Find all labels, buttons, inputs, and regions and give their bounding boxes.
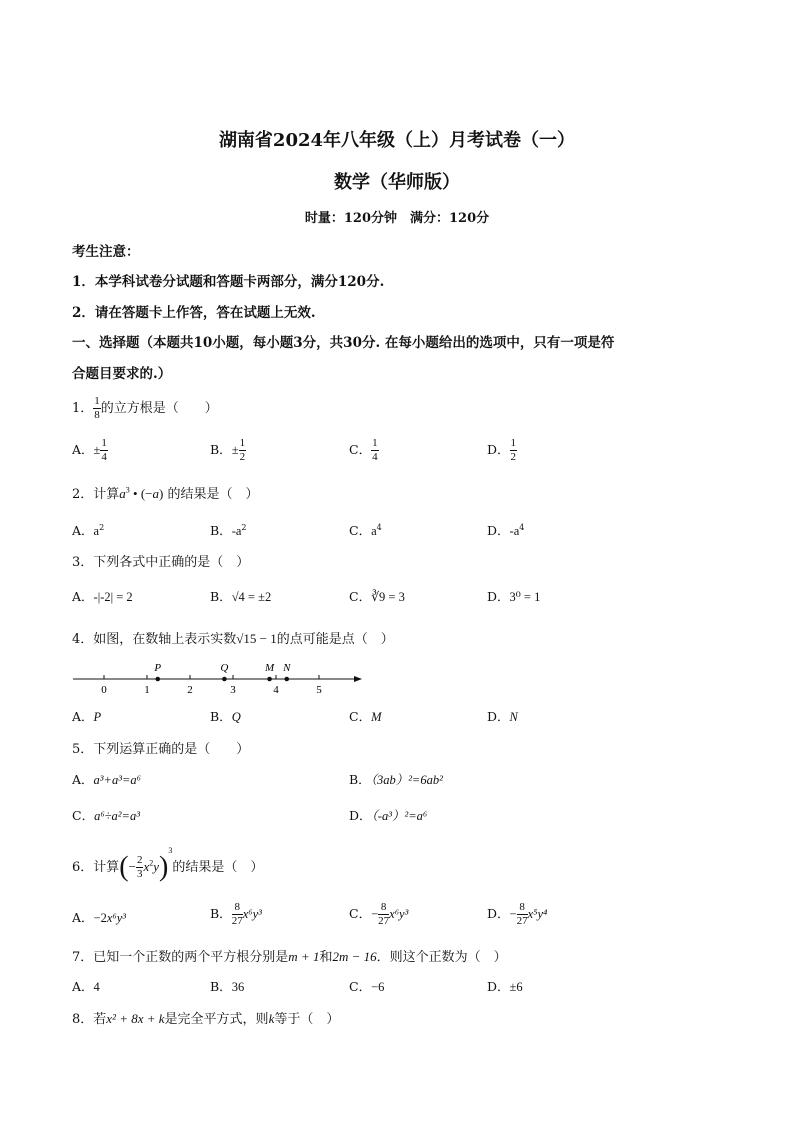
fraction bbox=[93, 396, 101, 421]
option-label: D． bbox=[487, 979, 510, 994]
option-label: B． bbox=[210, 979, 232, 994]
question-number: 6．计算 bbox=[72, 860, 120, 875]
option-label: C． bbox=[349, 589, 372, 604]
fraction bbox=[239, 438, 247, 463]
axis-point-label: Q bbox=[220, 662, 229, 674]
option-base: a bbox=[371, 524, 377, 538]
option-label: A． bbox=[72, 709, 94, 724]
math-exponent: 3 bbox=[168, 846, 173, 855]
numerator: 8 bbox=[232, 902, 243, 915]
option-term: x⁵y⁴ bbox=[527, 907, 548, 921]
q6-option-b[interactable] bbox=[210, 902, 262, 927]
q2-option-b[interactable] bbox=[210, 521, 247, 539]
option-expression: -|-2| = 2 bbox=[93, 590, 133, 604]
numerator: 1 bbox=[239, 437, 246, 449]
q7-option-c[interactable] bbox=[349, 977, 384, 995]
option-label: B． bbox=[210, 709, 232, 724]
q7-option-a[interactable] bbox=[72, 977, 100, 995]
option-expression: √4 = ±2 bbox=[231, 590, 272, 604]
option-expression: 3⁰ = 1 bbox=[509, 590, 541, 604]
option-value: ±6 bbox=[509, 980, 523, 994]
option-label: A． bbox=[72, 523, 94, 538]
option-label: B． bbox=[210, 442, 232, 457]
fraction bbox=[517, 902, 528, 927]
question-6 bbox=[72, 846, 263, 882]
q1-option-d[interactable] bbox=[487, 438, 517, 463]
axis-tick-label: 4 bbox=[273, 684, 279, 696]
math-expression: x² + 8x + k bbox=[106, 1011, 165, 1026]
number-line-figure bbox=[70, 654, 370, 698]
numerator: 1 bbox=[372, 437, 378, 449]
fraction bbox=[510, 438, 518, 463]
option-label: C． bbox=[349, 709, 372, 724]
axis-point-p bbox=[155, 677, 160, 682]
math-expression: 2m − 16 bbox=[332, 949, 377, 964]
option-expression: ∛9 = 3 bbox=[371, 590, 405, 604]
numerator: 8 bbox=[517, 902, 528, 915]
option-label: A． bbox=[72, 772, 94, 787]
exam-title: 湖南省2024年八年级（上）月考试卷（一） bbox=[218, 130, 576, 151]
q4-option-a[interactable] bbox=[72, 707, 101, 725]
math-paren: ) bbox=[159, 851, 169, 883]
axis-point-n bbox=[284, 677, 289, 682]
option-value: P bbox=[93, 710, 102, 724]
q4-option-d[interactable] bbox=[487, 707, 518, 725]
option-label: C． bbox=[349, 523, 372, 538]
option-sign: ± bbox=[231, 443, 239, 457]
exam-meta: 时量：120分钟 满分：120分 bbox=[304, 211, 490, 226]
denominator: 4 bbox=[101, 451, 107, 463]
option-sign: ± bbox=[93, 443, 101, 457]
denominator: 2 bbox=[510, 451, 517, 463]
option-label: D． bbox=[487, 442, 510, 457]
option-base: -a bbox=[509, 524, 520, 538]
question-text: ．则这个正数为（ ） bbox=[376, 950, 507, 965]
option-exponent: 2 bbox=[241, 522, 247, 532]
option-label: C． bbox=[349, 906, 372, 921]
question-text: 是完全平方式，则 bbox=[164, 1012, 269, 1027]
option-base: a bbox=[93, 524, 100, 538]
q3-option-d[interactable] bbox=[487, 587, 540, 605]
option-expression: （3ab）²=6ab² bbox=[370, 773, 443, 787]
denominator: 4 bbox=[372, 451, 378, 463]
q6-option-c[interactable] bbox=[349, 902, 408, 927]
option-label: D． bbox=[487, 523, 510, 538]
option-label: B． bbox=[210, 523, 232, 538]
option-expression: a³+a³=a⁶ bbox=[93, 773, 141, 787]
option-term: x⁶y³ bbox=[106, 911, 127, 925]
q4-option-b[interactable] bbox=[210, 707, 241, 725]
question-7 bbox=[72, 946, 507, 965]
question-number: 8．若 bbox=[72, 1012, 107, 1027]
q6-option-d[interactable] bbox=[487, 902, 547, 927]
option-label: D． bbox=[487, 709, 510, 724]
question-text: 的点可能是点（ ） bbox=[276, 632, 394, 647]
option-sign: − bbox=[509, 907, 517, 921]
question-number: 7．已知一个正数的两个平方根分别是 bbox=[72, 950, 289, 965]
axis-tick-label: 5 bbox=[316, 684, 322, 696]
option-term: x⁶y³ bbox=[389, 907, 409, 921]
question-1 bbox=[72, 396, 218, 421]
q1-option-c[interactable] bbox=[349, 438, 379, 463]
question-number: 1． bbox=[72, 401, 94, 416]
question-text: 和 bbox=[319, 950, 333, 965]
option-term: x⁶y³ bbox=[242, 907, 262, 921]
math-expression: √15 − 1 bbox=[236, 631, 277, 646]
option-exponent: 4 bbox=[376, 522, 382, 532]
denominator: 8 bbox=[94, 409, 100, 421]
q3-option-a[interactable] bbox=[72, 587, 133, 605]
axis-tick-label: 0 bbox=[101, 684, 107, 696]
fraction bbox=[371, 438, 379, 463]
option-value: 4 bbox=[93, 980, 100, 994]
q7-option-b[interactable] bbox=[210, 977, 244, 995]
q2-option-c[interactable] bbox=[349, 521, 382, 539]
option-value: N bbox=[509, 710, 518, 724]
option-exponent: 2 bbox=[99, 522, 105, 532]
option-label: D． bbox=[487, 906, 510, 921]
math-expression: m + 1 bbox=[288, 949, 320, 964]
denominator: 27 bbox=[516, 915, 528, 927]
axis-tick-label: 1 bbox=[144, 684, 150, 696]
q6-option-a[interactable] bbox=[72, 908, 126, 926]
section-1-heading-line-1: 一、选择题（本题共10小题，每小题3分，共30分. 在每小题给出的选项中，只有一项是符 bbox=[72, 335, 615, 351]
q2-option-a[interactable] bbox=[72, 521, 104, 539]
option-label: C． bbox=[72, 808, 95, 823]
q1-option-b[interactable] bbox=[210, 438, 246, 463]
option-label: D． bbox=[487, 589, 510, 604]
option-label: A． bbox=[72, 910, 94, 925]
axis-arrow bbox=[354, 676, 362, 682]
q5-option-b[interactable] bbox=[349, 770, 443, 788]
option-sign: − bbox=[371, 907, 379, 921]
question-5: 5．下列运算正确的是（ ） bbox=[72, 742, 250, 757]
option-label: A． bbox=[72, 979, 94, 994]
question-3: 3．下列各式中正确的是（ ） bbox=[72, 555, 250, 570]
denominator: 27 bbox=[378, 915, 390, 927]
option-label: A． bbox=[72, 442, 94, 457]
notice-item-2: 2．请在答题卡上作答，答在试题上无效. bbox=[72, 305, 316, 321]
axis-tick-label: 3 bbox=[230, 684, 236, 696]
q1-option-a[interactable] bbox=[72, 438, 108, 463]
q5-option-d[interactable] bbox=[349, 806, 427, 824]
section-1-heading-line-2: 合题目要求的.） bbox=[72, 366, 172, 382]
option-expression: （-a³）²=a⁶ bbox=[371, 809, 428, 823]
question-number: 4．如图，在数轴上表示实数 bbox=[72, 632, 237, 647]
q3-option-c[interactable] bbox=[349, 587, 405, 605]
option-value: M bbox=[371, 710, 382, 724]
fraction bbox=[378, 902, 389, 927]
option-label: D． bbox=[349, 808, 372, 823]
option-label: B． bbox=[210, 589, 232, 604]
q7-option-d[interactable] bbox=[487, 977, 523, 995]
axis-point-label: P bbox=[154, 662, 162, 674]
question-8 bbox=[72, 1008, 339, 1027]
math-sign: − bbox=[128, 859, 136, 874]
question-text: 的结果是（ ） bbox=[163, 487, 259, 502]
denominator: 3 bbox=[136, 868, 143, 880]
notice-item-1: 1．本学科试卷分试题和答题卡两部分，满分120分. bbox=[72, 274, 385, 290]
question-2 bbox=[72, 483, 259, 502]
axis-ticks bbox=[101, 675, 322, 696]
denominator: 27 bbox=[231, 915, 243, 927]
notice-heading: 考生注意： bbox=[72, 244, 140, 260]
option-label: C． bbox=[349, 979, 372, 994]
denominator: 2 bbox=[239, 451, 246, 463]
numerator: 1 bbox=[101, 437, 107, 449]
q3-option-b[interactable] bbox=[210, 587, 271, 605]
question-text: 的立方根是（ ） bbox=[100, 401, 218, 416]
question-4 bbox=[72, 628, 394, 647]
fraction bbox=[232, 902, 243, 927]
option-value: 36 bbox=[231, 980, 245, 994]
option-label: A． bbox=[72, 589, 94, 604]
option-coefficient: −2 bbox=[93, 911, 107, 925]
axis-point-q bbox=[222, 677, 227, 682]
axis-point-label: M bbox=[264, 662, 275, 674]
option-exponent: 4 bbox=[519, 522, 525, 532]
axis-tick-label: 2 bbox=[187, 684, 193, 696]
math-variable: k bbox=[268, 1011, 275, 1026]
option-label: B． bbox=[210, 906, 232, 921]
axis-point-label: N bbox=[283, 662, 291, 674]
question-text: 的结果是（ ） bbox=[172, 860, 264, 875]
math-term: $x^2y$ bbox=[143, 858, 160, 874]
axis-points bbox=[153, 662, 291, 681]
numerator: 1 bbox=[510, 437, 517, 449]
math-paren: ( bbox=[119, 851, 129, 883]
q4-option-c[interactable] bbox=[349, 707, 382, 725]
numerator: 2 bbox=[136, 854, 143, 866]
q2-option-d[interactable] bbox=[487, 521, 524, 539]
option-expression: a⁶÷a²=a³ bbox=[94, 809, 140, 823]
fraction bbox=[100, 438, 108, 463]
option-label: C． bbox=[349, 442, 372, 457]
numerator: 1 bbox=[94, 395, 100, 407]
question-text: 等于（ ） bbox=[274, 1012, 340, 1027]
q5-option-a[interactable] bbox=[72, 770, 141, 788]
numerator: 8 bbox=[378, 902, 389, 915]
option-value: −6 bbox=[371, 980, 385, 994]
option-label: B． bbox=[349, 772, 371, 787]
math-expression: $a^3$ • (−a) bbox=[119, 485, 164, 501]
question-number: 2．计算 bbox=[72, 487, 120, 502]
option-base: -a bbox=[231, 524, 242, 538]
axis-point-m bbox=[267, 677, 272, 682]
q5-option-c[interactable] bbox=[72, 806, 140, 824]
option-value: Q bbox=[231, 710, 241, 724]
exam-subtitle: 数学（华师版） bbox=[334, 172, 460, 193]
